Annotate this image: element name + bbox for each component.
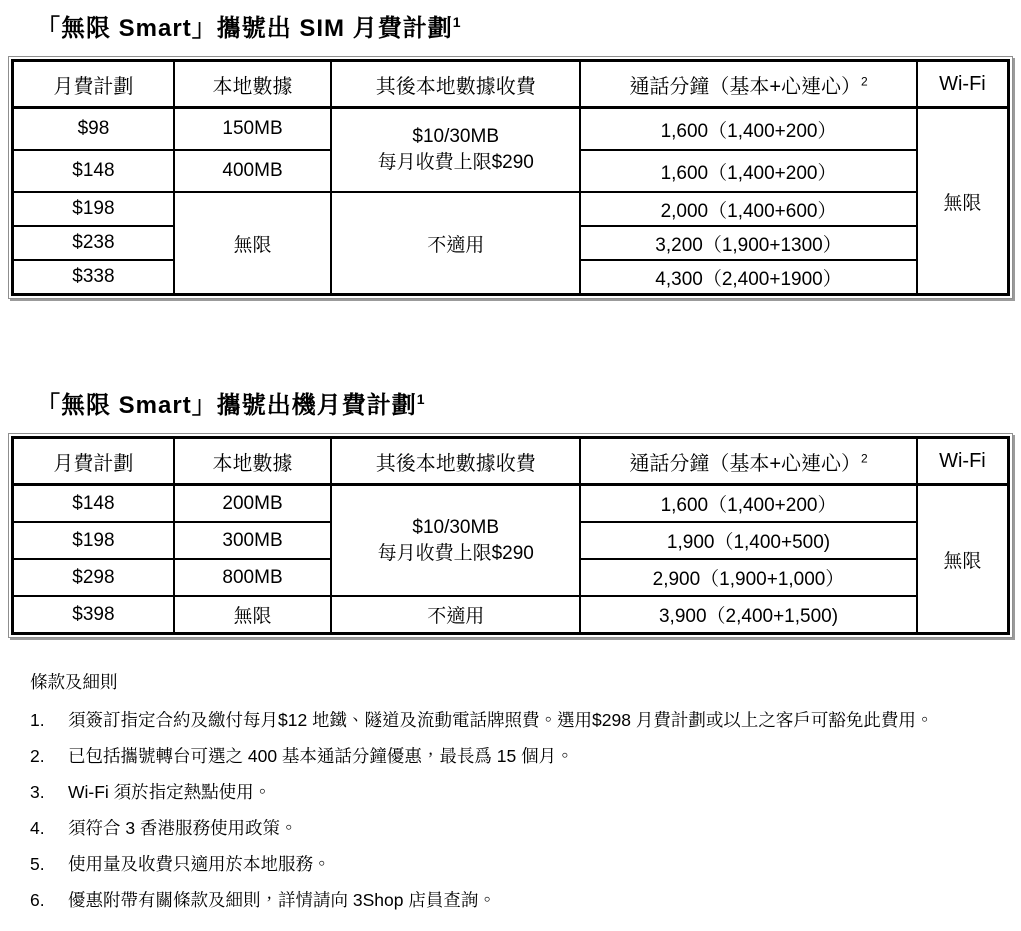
- overage-na-cell: 不適用: [331, 192, 580, 295]
- section-gap: [8, 638, 1013, 664]
- page-title-handset-plan: [36, 389, 1013, 423]
- footnote-ref-2: 2: [861, 73, 868, 88]
- overage-rate: $10/30MB: [412, 516, 500, 538]
- term-item-1: [30, 702, 995, 738]
- header-local-data: 本地數據: [174, 438, 331, 485]
- sim-plans-table-frame: [8, 56, 1013, 299]
- header-wifi: Wi-Fi: [917, 61, 1009, 108]
- table-row: [13, 192, 1009, 226]
- term-item-3: [30, 774, 995, 810]
- overage-cell: [331, 108, 580, 193]
- handset-plans-table: [11, 436, 1010, 635]
- table-row: [13, 596, 1009, 634]
- sim-plans-table: [11, 59, 1010, 296]
- header-local-data: 本地數據: [174, 61, 331, 108]
- table-header-row: [13, 61, 1009, 108]
- term-number: 3.: [30, 782, 45, 802]
- minutes-cell: 4,300（2,400+1900）: [580, 260, 917, 295]
- table-row: [13, 108, 1009, 151]
- overage-rate: $10/30MB: [412, 126, 500, 147]
- overage-na-cell: 不適用: [331, 596, 580, 634]
- data-unlimited-cell: 無限: [174, 192, 331, 295]
- term-item-6: [30, 882, 995, 918]
- term-item-4: [30, 810, 995, 846]
- overage-cap: 每月收費上限$290: [377, 542, 534, 564]
- term-number: 6.: [30, 890, 45, 910]
- term-number: 1.: [30, 710, 45, 730]
- term-number: 4.: [30, 818, 45, 838]
- header-monthly-plan: 月費計劃: [13, 438, 174, 485]
- term-item-2: [30, 738, 995, 774]
- data-cell: 400MB: [174, 150, 331, 192]
- footnote-ref-2: 2: [861, 450, 868, 465]
- header-data-overage: 其後本地數據收費: [331, 61, 580, 108]
- header-monthly-plan: 月費計劃: [13, 61, 174, 108]
- price-cell: $238: [13, 226, 174, 260]
- term-text: 使用量及收費只適用於本地服務。: [68, 854, 331, 874]
- footnote-ref-1: 1: [452, 14, 462, 30]
- term-text: 已包括攜號轉台可選之 400 基本通話分鐘優惠，最長爲 15 個月。: [68, 746, 574, 766]
- price-cell: $298: [13, 559, 174, 596]
- header-call-minutes-text: 通話分鐘（基本+心連心）: [629, 452, 862, 475]
- price-cell: $98: [13, 108, 174, 151]
- header-call-minutes: [580, 61, 917, 108]
- terms-and-conditions: [30, 664, 1013, 918]
- term-text: Wi-Fi 須於指定熱點使用。: [68, 782, 272, 802]
- minutes-cell: 2,000（1,400+600）: [580, 192, 917, 226]
- minutes-cell: 1,600（1,400+200）: [580, 108, 917, 151]
- data-cell: 300MB: [174, 522, 331, 559]
- section-gap: [8, 299, 1013, 385]
- minutes-cell: 2,900（1,900+1,000）: [580, 559, 917, 596]
- term-item-5: [30, 846, 995, 882]
- term-text: 須簽訂指定合約及繳付每月$12 地鐵、隧道及流動電話牌照費。選用$298 月費計劃或以上之客戶可豁免此費用。: [68, 710, 934, 730]
- minutes-cell: 1,600（1,400+200）: [580, 150, 917, 192]
- handset-plans-table-frame: [8, 433, 1013, 638]
- header-call-minutes-text: 通話分鐘（基本+心連心）: [629, 75, 862, 98]
- overage-cell: [331, 485, 580, 597]
- minutes-cell: 1,900（1,400+500): [580, 522, 917, 559]
- title-text: 「無限 Smart」攜號出機月費計劃: [36, 392, 417, 419]
- table-row: [13, 485, 1009, 523]
- table-header-row: [13, 438, 1009, 485]
- header-call-minutes: [580, 438, 917, 485]
- wifi-cell: 無限: [917, 485, 1009, 634]
- data-cell: 150MB: [174, 108, 331, 151]
- overage-cap: 每月收費上限$290: [377, 152, 534, 173]
- minutes-cell: 3,200（1,900+1300）: [580, 226, 917, 260]
- wifi-cell: 無限: [917, 108, 1009, 295]
- price-cell: $198: [13, 192, 174, 226]
- price-cell: $148: [13, 485, 174, 523]
- price-cell: $148: [13, 150, 174, 192]
- data-unlimited-cell: 無限: [174, 596, 331, 634]
- header-wifi: Wi-Fi: [917, 438, 1009, 485]
- price-cell: $198: [13, 522, 174, 559]
- term-number: 5.: [30, 854, 45, 874]
- page-title-sim-plan: [36, 12, 1013, 46]
- header-data-overage: 其後本地數據收費: [331, 438, 580, 485]
- term-text: 須符合 3 香港服務使用政策。: [68, 818, 298, 838]
- term-text: 優惠附帶有關條款及細則，詳情請向 3Shop 店員查詢。: [68, 890, 496, 910]
- price-cell: $398: [13, 596, 174, 634]
- data-cell: 800MB: [174, 559, 331, 596]
- price-cell: $338: [13, 260, 174, 295]
- terms-title: 條款及細則: [30, 672, 118, 692]
- minutes-cell: 3,900（2,400+1,500): [580, 596, 917, 634]
- title-text: 「無限 Smart」攜號出 SIM 月費計劃: [36, 15, 453, 42]
- data-cell: 200MB: [174, 485, 331, 523]
- minutes-cell: 1,600（1,400+200）: [580, 485, 917, 523]
- footnote-ref-1: 1: [416, 391, 426, 407]
- term-number: 2.: [30, 746, 45, 766]
